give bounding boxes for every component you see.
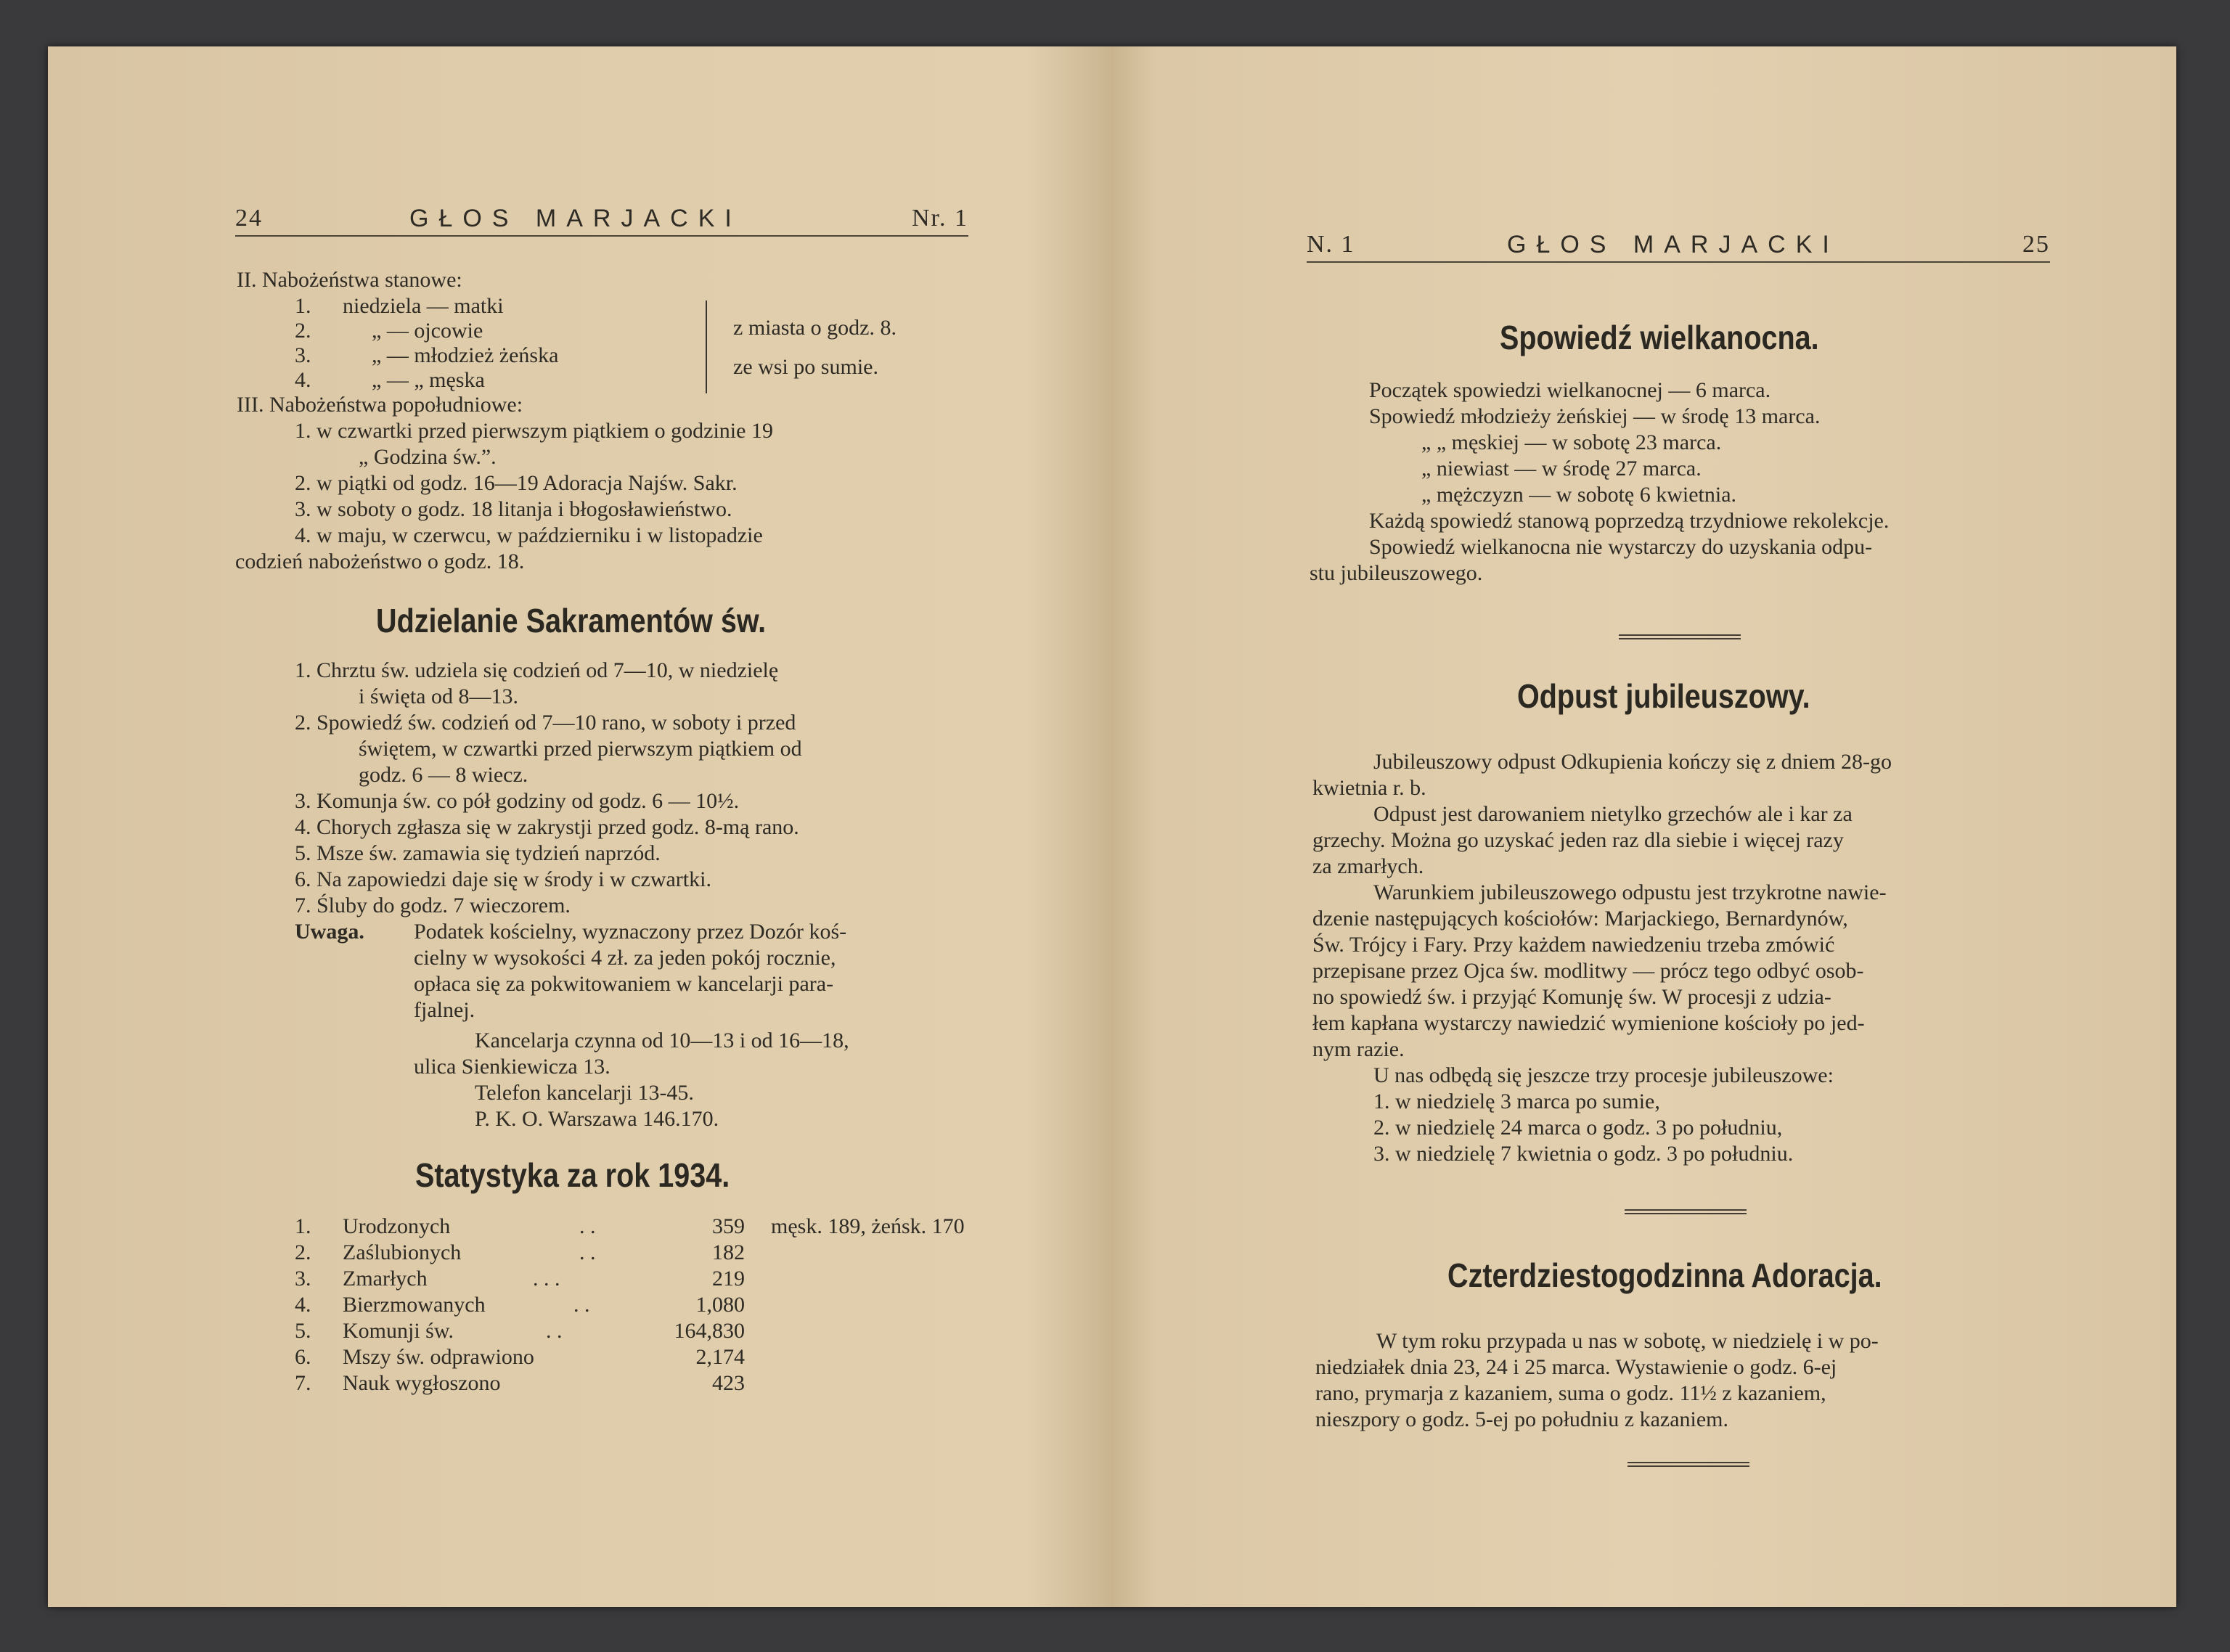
text-line: dzenie następujących kościołów: Marjackiego, Bernardynów, <box>1312 907 1848 931</box>
divider <box>1627 1462 1749 1467</box>
list-item: „ — „ męska <box>372 368 485 392</box>
text-line: 4. w maju, w czerwcu, w październiku i w listopadzie <box>295 523 763 547</box>
text-line: łem kapłana wystarczy nawiedzić wymienione kościoły po jed- <box>1312 1011 1865 1035</box>
section-title: Udzielanie Sakramentów św. <box>376 602 767 639</box>
row-dots: . . <box>579 1214 596 1238</box>
row-label: Zmarłych <box>343 1267 428 1291</box>
row-label: Urodzonych <box>343 1214 451 1238</box>
page-number: 25 <box>2022 231 2050 258</box>
list-item: „ — młodzież żeńska <box>372 343 559 367</box>
row-dots: . . <box>579 1240 596 1264</box>
row-number: 6. <box>295 1345 311 1369</box>
row-number: 3. <box>295 1267 311 1291</box>
text-line: P. K. O. Warszawa 146.170. <box>475 1107 719 1131</box>
row-number: 4. <box>295 1293 311 1317</box>
text-line: 3. Komunja św. co pół godziny od godz. 6 — 10½. <box>295 789 740 813</box>
row-dots: . . <box>573 1293 590 1317</box>
page-header <box>235 205 968 237</box>
row-label: Komunji św. <box>343 1319 454 1343</box>
text-line: przepisane przez Ojca św. modlitwy — prócz tego odbyć osob- <box>1312 959 1864 983</box>
text-line: Jubileuszowy odpust Odkupienia kończy się z dniem 28-go <box>1373 750 1892 774</box>
text-line: Spowiedź młodzieży żeńskiej — w środę 13 marca. <box>1369 404 1821 428</box>
text-line: 6. Na zapowiedzi daje się w środy i w czwartki. <box>295 867 711 891</box>
text-line: 5. Msze św. zamawia się tydzień naprzód. <box>295 841 661 865</box>
row-label: Nauk wygłoszono <box>343 1371 501 1395</box>
text-line: 1. w czwartki przed pierwszym piątkiem o godzinie 19 <box>295 419 773 443</box>
journal-title: GŁOS MARJACKI <box>1507 231 1839 258</box>
row-dots: . . . <box>533 1267 560 1291</box>
page-number: 24 <box>235 205 263 232</box>
text-line: 2. Spowiedź św. codzień od 7—10 rano, w soboty i przed <box>295 711 796 735</box>
text-line: Warunkiem jubileuszowego odpustu jest trzykrotne nawie- <box>1373 880 1887 904</box>
text-line: ulica Sienkiewicza 13. <box>414 1055 610 1079</box>
text-line: nym razie. <box>1312 1037 1405 1061</box>
section-title: Czterdziestogodzinna Adoracja. <box>1447 1256 1882 1294</box>
text-line: Każdą spowiedź stanową poprzedzą trzydniowe rekolekcje. <box>1369 509 1890 533</box>
row-value: 1,080 <box>695 1293 745 1317</box>
text-line: świętem, w czwartki przed pierwszym piątkiem od <box>359 737 802 761</box>
row-number: 2. <box>295 1240 311 1264</box>
right-page <box>1112 46 2176 1607</box>
text-line: „ Godzina św.”. <box>359 445 497 469</box>
text-line: 1. w niedzielę 3 marca po sumie, <box>1373 1089 1660 1113</box>
page-header <box>1307 231 2050 263</box>
section-title: Spowiedź wielkanocna. <box>1500 319 1819 356</box>
row-value: 359 <box>712 1214 745 1238</box>
text-line: „ „ męskiej — w sobotę 23 marca. <box>1421 430 1722 454</box>
book-spread <box>48 46 2176 1607</box>
list-number: 1. <box>295 294 311 318</box>
list-item: niedziela — matki <box>343 294 504 318</box>
journal-title: GŁOS MARJACKI <box>409 205 742 232</box>
text-line: Odpust jest darowaniem nietylko grzechów ale i kar za <box>1373 802 1853 826</box>
row-value: 2,174 <box>695 1345 745 1369</box>
text-line: 3. w niedzielę 7 kwietnia o godz. 3 po południu. <box>1373 1142 1794 1166</box>
issue-number: N. 1 <box>1307 231 1355 258</box>
note: ze wsi po sumie. <box>733 355 878 379</box>
section-title: Odpust jubileuszowy. <box>1517 677 1810 715</box>
text-line: niedziałek dnia 23, 24 i 25 marca. Wystawienie o godz. 6-ej <box>1315 1355 1837 1379</box>
divider <box>1619 634 1741 639</box>
row-number: 5. <box>295 1319 311 1343</box>
note: z miasta o godz. 8. <box>733 316 897 340</box>
row-number: 1. <box>295 1214 311 1238</box>
text-line: 4. Chorych zgłasza się w zakrystji przed godz. 8-mą rano. <box>295 815 799 839</box>
text-line: i święta od 8—13. <box>359 684 518 708</box>
row-value: 219 <box>712 1267 745 1291</box>
text-line: kwietnia r. b. <box>1312 776 1426 800</box>
text-line: Kancelarja czynna od 10—13 i od 16—18, <box>475 1029 849 1052</box>
row-label: Bierzmowanych <box>343 1293 486 1317</box>
section-title: Statystyka za rok 1934. <box>415 1156 730 1194</box>
row-value: 423 <box>712 1371 745 1395</box>
text-line: Św. Trójcy i Fary. Przy każdem nawiedzeniu trzeba zmówić <box>1312 933 1835 957</box>
text-line: 7. Śluby do godz. 7 wieczorem. <box>295 894 571 917</box>
text-line: opłaca się za pokwitowaniem w kancelarji para- <box>414 972 834 996</box>
row-extra: męsk. 189, żeńsk. 170 <box>771 1214 965 1238</box>
text-line: „ niewiast — w środę 27 marca. <box>1421 457 1702 481</box>
note-label: Uwaga. <box>295 920 364 944</box>
text-line: cielny w wysokości 4 zł. za jeden pokój rocznie, <box>414 946 836 970</box>
text-line: codzień nabożeństwo o godz. 18. <box>235 549 525 573</box>
text-line: W tym roku przypada u nas w sobotę, w niedzielę i w po- <box>1376 1329 1879 1353</box>
text-line: Spowiedź wielkanocna nie wystarczy do uzyskania odpu- <box>1369 535 1873 559</box>
list-number: 2. <box>295 319 311 343</box>
text-line: Początek spowiedzi wielkanocnej — 6 marca. <box>1369 378 1771 402</box>
text-line: stu jubileuszowego. <box>1310 561 1483 585</box>
row-value: 164,830 <box>674 1319 745 1343</box>
row-label: Mszy św. odprawiono <box>343 1345 534 1369</box>
text-line: za zmarłych. <box>1312 854 1424 878</box>
text-line: 1. Chrztu św. udziela się codzień od 7—10, w niedzielę <box>295 658 779 682</box>
text-line: Podatek kościelny, wyznaczony przez Dozór koś- <box>414 920 847 944</box>
text-line: godz. 6 — 8 wiecz. <box>359 763 528 787</box>
divider <box>1625 1209 1747 1214</box>
row-number: 7. <box>295 1371 311 1395</box>
text-line: no spowiedź św. i przyjąć Komunję św. W procesji z udzia- <box>1312 985 1831 1009</box>
row-label: Zaślubionych <box>343 1240 462 1264</box>
text-line: 3. w soboty o godz. 18 litanja i błogosławieństwo. <box>295 497 732 521</box>
row-dots: . . <box>546 1319 563 1343</box>
text-line: 2. w piątki od godz. 16—19 Adoracja Najśw. Sakr. <box>295 471 738 495</box>
row-value: 182 <box>712 1240 745 1264</box>
list-number: 4. <box>295 368 311 392</box>
left-page <box>48 46 1112 1607</box>
text-line: Telefon kancelarji 13-45. <box>475 1081 694 1105</box>
list-number: 3. <box>295 343 311 367</box>
text-line: „ mężczyzn — w sobotę 6 kwietnia. <box>1421 483 1737 507</box>
issue-number: Nr. 1 <box>912 205 968 232</box>
text-line: rano, prymarja z kazaniem, suma o godz. 11½ z kazaniem, <box>1315 1381 1826 1405</box>
list-item: „ — ojcowie <box>372 319 483 343</box>
text-line: grzechy. Można go uzyskać jeden raz dla siebie i więcej razy <box>1312 828 1844 852</box>
text-line: nieszpory o godz. 5-ej po południu z kazaniem. <box>1315 1407 1729 1431</box>
text-line: U nas odbędą się jeszcze trzy procesje jubileuszowe: <box>1373 1063 1834 1087</box>
section-heading: II. Nabożeństwa stanowe: <box>237 268 462 292</box>
text-line: 2. w niedzielę 24 marca o godz. 3 po południu, <box>1373 1116 1783 1140</box>
brace-line <box>706 300 707 393</box>
text-line: fjalnej. <box>414 998 475 1022</box>
section-heading: III. Nabożeństwa popołudniowe: <box>237 393 523 417</box>
